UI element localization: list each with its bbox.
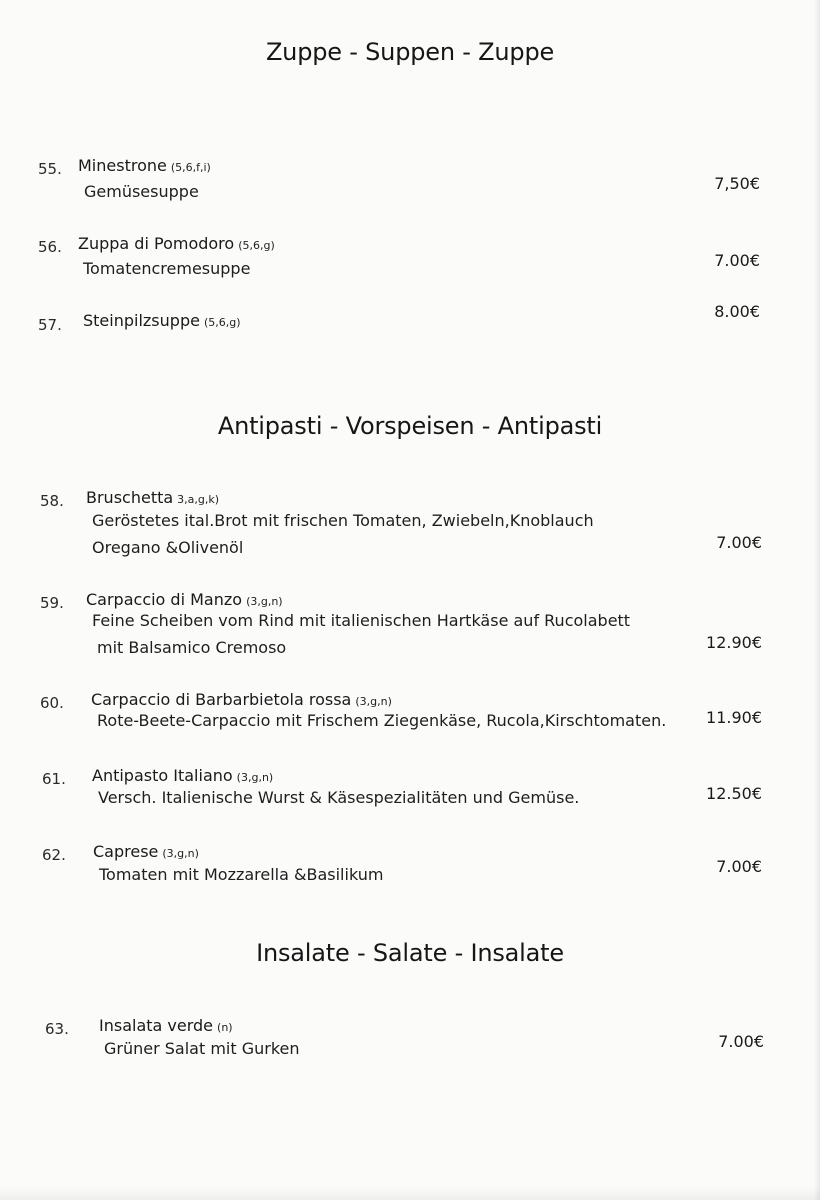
item-name: Caprese (3,g,n) [93,842,199,861]
item-allergens: (3,g,n) [236,771,274,784]
item-description: mit Balsamico Cremoso [97,638,287,657]
item-number: 58. [40,492,64,510]
item-number: 59. [40,594,64,612]
section-title-soups: Zuppe - Suppen - Zuppe [265,38,555,66]
item-description: Feine Scheiben vom Rind mit italienischen Hartkäse auf Rucolabett [92,611,631,630]
item-name: Antipasto Italiano (3,g,n) [92,766,274,785]
item-allergens: 3,a,g,k) [177,493,220,506]
item-number: 56. [38,238,62,256]
item-allergens: (5,6,g) [203,316,241,329]
item-description: Gemüsesuppe [84,182,199,201]
item-price: 12.90€ [706,633,762,652]
item-price: 7.00€ [718,1032,764,1051]
item-name: Minestrone (5,6,f,i) [78,156,211,175]
item-description: Grüner Salat mit Gurken [104,1039,300,1058]
item-price: 7.00€ [716,533,762,552]
item-allergens: (3,g,n) [246,595,283,608]
item-description: Tomatencremesuppe [83,259,251,278]
item-price: 11.90€ [706,708,762,727]
item-number: 55. [38,160,62,178]
item-price: 7.00€ [714,251,760,270]
item-name: Insalata verde (n) [99,1016,233,1035]
item-description: Oregano &Olivenöl [92,538,244,557]
item-allergens: (n) [217,1021,233,1034]
item-number: 57. [38,316,62,334]
item-number: 63. [45,1020,69,1038]
item-name: Bruschetta 3,a,g,k) [86,488,220,507]
page-bottom-shadow [0,1186,820,1200]
item-description: Versch. Italienische Wurst & Käsespezialitäten und Gemüse. [98,788,580,807]
item-number: 62. [42,846,66,864]
item-number: 60. [40,694,64,712]
item-name: Zuppa di Pomodoro (5,6,g) [78,234,275,253]
item-price: 12.50€ [706,784,762,803]
item-description: Rote-Beete-Carpaccio mit Frischem Ziegenkäse, Rucola,Kirschtomaten. [97,711,667,730]
item-allergens: (5,6,f,i) [170,161,211,174]
page-edge-shadow [814,0,820,1200]
section-title-salads: Insalate - Salate - Insalate [256,939,564,967]
item-allergens: (5,6,g) [238,239,275,252]
item-description: Tomaten mit Mozzarella &Basilikum [99,865,384,884]
item-price: 7,50€ [714,174,760,193]
item-price: 7.00€ [716,857,762,876]
item-description: Geröstetes ital.Brot mit frischen Tomaten, Zwiebeln,Knoblauch [92,511,594,530]
item-name: Carpaccio di Manzo (3,g,n) [86,590,283,609]
item-name: Carpaccio di Barbarbietola rossa (3,g,n) [91,690,392,709]
item-number: 61. [42,770,66,788]
item-price: 8.00€ [714,302,760,321]
item-allergens: (3,g,n) [162,847,199,860]
item-name: Steinpilzsuppe (5,6,g) [83,311,241,330]
section-title-antipasti: Antipasti - Vorspeisen - Antipasti [217,412,603,440]
item-allergens: (3,g,n) [355,695,392,708]
